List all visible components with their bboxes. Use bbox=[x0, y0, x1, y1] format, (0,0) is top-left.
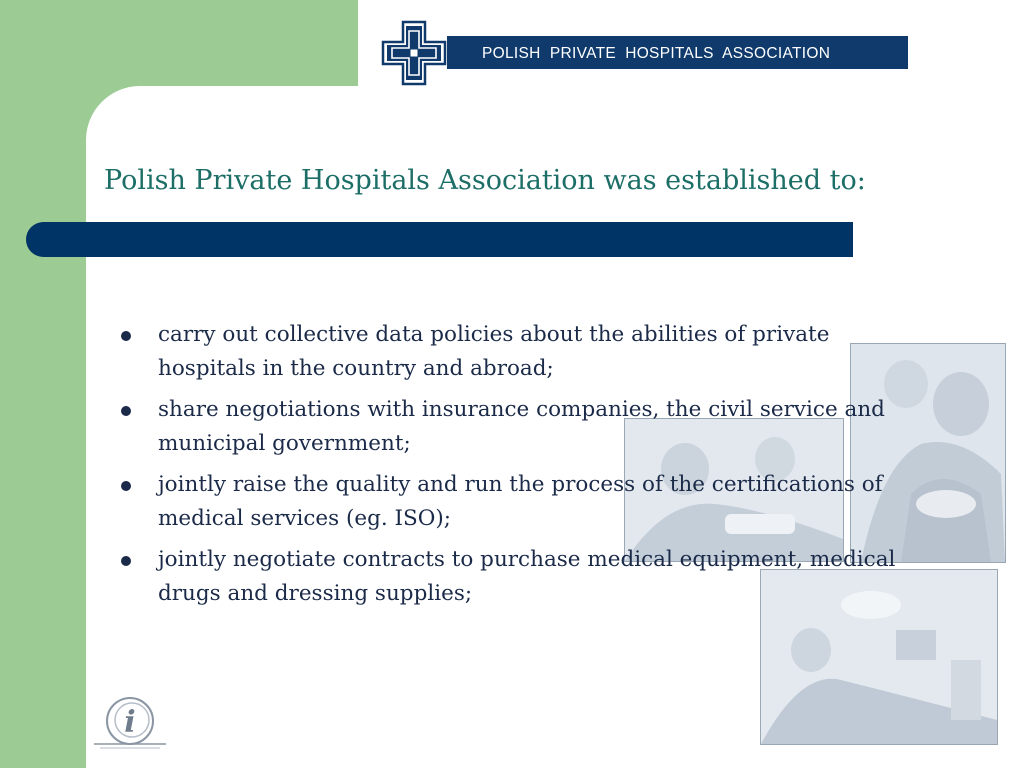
bullet-list bbox=[118, 318, 908, 618]
bullet-text: jointly negotiate contracts to purchase medical equipment, medical drugs and dressing supplies; bbox=[158, 547, 896, 606]
bullet-dot-icon bbox=[121, 556, 131, 566]
slide-title: Polish Private Hospitals Association was established to: bbox=[104, 165, 866, 196]
hospital-cross-icon bbox=[381, 20, 447, 86]
bullet-text: carry out collective data policies about the abilities of private hospitals in the country and abroad; bbox=[158, 322, 830, 381]
green-top-band bbox=[0, 0, 358, 86]
bullet-dot-icon bbox=[121, 481, 131, 491]
list-item bbox=[118, 393, 908, 461]
bullet-dot-icon bbox=[121, 406, 131, 416]
bullet-dot-icon bbox=[121, 331, 131, 341]
green-side-band bbox=[0, 0, 86, 768]
list-item bbox=[118, 468, 908, 536]
list-item bbox=[118, 543, 908, 611]
bullet-text: share negotiations with insurance companies, the civil service and municipal government; bbox=[158, 397, 885, 456]
logo-text: POLISH PRIVATE HOSPITALS ASSOCIATION bbox=[482, 45, 831, 62]
list-item bbox=[118, 318, 908, 386]
info-icon[interactable] bbox=[92, 694, 168, 752]
svg-text:i: i bbox=[124, 705, 136, 740]
title-underline-bar bbox=[26, 222, 853, 257]
bullet-text: jointly raise the quality and run the process of the certifications of medical services (eg. ISO); bbox=[158, 472, 883, 531]
